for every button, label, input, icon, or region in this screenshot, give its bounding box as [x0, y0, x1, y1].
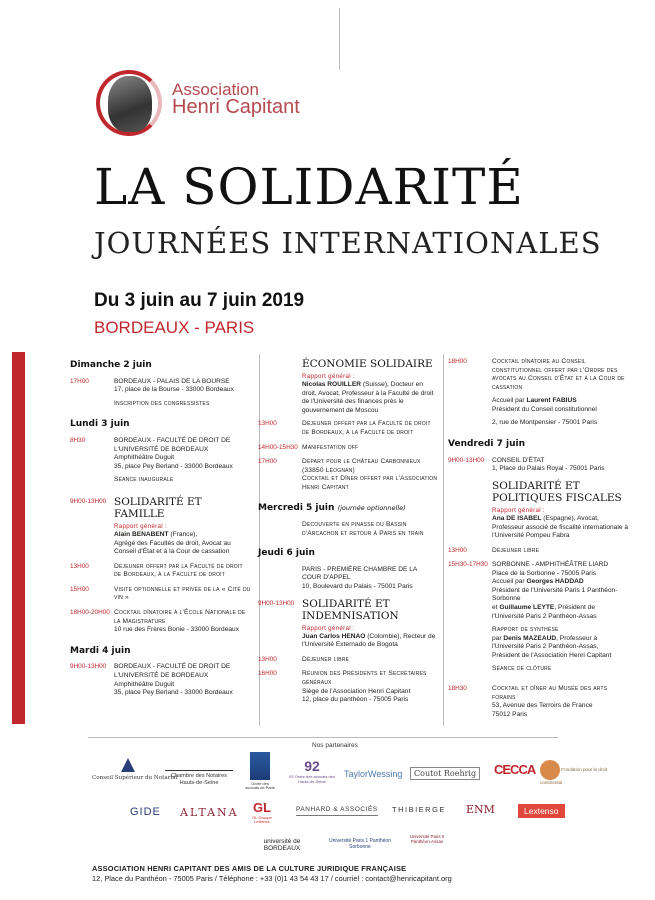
time-label: 9H00-13H00	[448, 456, 485, 464]
item-label: Déjeuner libre	[302, 655, 350, 663]
speaker-description: Agrégé des Facultés de droit, Avocat au Conseil d'État et à la Cour de cassation	[114, 539, 231, 556]
speaker-name: Nicolas ROUILLER	[302, 381, 361, 389]
program-item	[70, 437, 252, 485]
item-label: Déjeuner offert par la Faculté de droit de Bordeaux, à la Faculté de droit	[114, 562, 243, 579]
address: 1, Place du Palais Royal - 75001 Paris	[492, 465, 605, 473]
time-label: 8H30	[70, 437, 86, 445]
rapport-label: Rapport général :	[114, 523, 167, 530]
partner-logo: Coutot Roehrig	[410, 767, 480, 780]
address: 75012 Paris	[492, 710, 528, 718]
speaker-name: Ana DE ISABEL	[492, 514, 542, 522]
address: 35, place Pey Berland - 33000 Bordeaux	[114, 462, 233, 470]
item-label: Manifestation off	[302, 443, 359, 451]
item-label: Visite optionnelle et privée de la « Cité du vin »	[114, 585, 251, 602]
speaker-name: Laurent FABIUS	[526, 397, 577, 405]
item-label: Départ pour le Château Carbonnieux (33850 Léognan)	[302, 458, 421, 474]
program-item	[70, 609, 252, 635]
session-title: SOLIDARITÉ ET POLITIQUES FISCALES	[492, 479, 622, 504]
henri-capitant-portrait	[108, 76, 152, 132]
program-item	[70, 378, 252, 409]
program-item	[70, 586, 252, 603]
footer-organisation: ASSOCIATION HENRI CAPITANT DES AMIS DE LA CULTURE JURIDIQUE FRANÇAISE	[92, 864, 407, 873]
notariat-icon	[121, 758, 135, 772]
time-label: 17H00	[258, 458, 277, 466]
day-heading: Dimanche 2 juin	[70, 360, 152, 370]
partner-logo: ALTANA	[180, 806, 239, 819]
venue: CONSEIL D'ÉTAT	[492, 456, 545, 464]
partner-logo: Fondation pour le droit continental	[540, 760, 616, 786]
partner-logo: 92 92 Ordre des avocats des Hauts-de-Seine	[286, 758, 338, 784]
conjunction: par	[492, 634, 504, 642]
address: 10 rue des Frères Bonie - 33000 Bordeaux	[114, 626, 239, 634]
partner-logo: GIDE	[130, 806, 161, 818]
partner-logo: TaylorWessing	[344, 769, 403, 779]
barreau-paris-icon	[250, 752, 270, 780]
time-label: 15H00	[70, 585, 89, 593]
time-label: 18H00	[448, 358, 467, 365]
speaker-description: , Professeur à l'Université Paris 2 Panthéon-Assas, Président de l'Association Henri Capitant	[492, 634, 612, 659]
room: Amphithéâtre Duguit	[114, 680, 175, 688]
time-label: 13H00	[448, 546, 467, 554]
venue: BORDEAUX - FACULTÉ DE DROIT DE L'UNIVERSITÉ DE BORDEAUX	[114, 437, 231, 453]
session-title: SOLIDARITÉ ET INDEMNISATION	[302, 597, 399, 622]
conjunction: et	[492, 604, 500, 611]
partner-logo: THIBIERGE	[392, 805, 446, 814]
program-item	[448, 547, 628, 556]
speaker-name: Juan Carlos HENAO	[302, 632, 366, 640]
speaker-name: Denis MAZEAUD	[503, 634, 557, 642]
speaker-description: , Président de l'Université Paris 2 Panthéon-Assas	[492, 604, 597, 620]
event-cities: BORDEAUX - PARIS	[94, 318, 255, 337]
item-label: Cocktail et Dîner offert par l'Association Henri Capitant	[302, 475, 438, 491]
partner-logo: CECCA	[494, 762, 536, 777]
page-subtitle: JOURNÉES INTERNATIONALES	[94, 226, 602, 260]
session-title: SOLIDARITÉ ET FAMILLE	[114, 495, 202, 520]
program-item	[258, 598, 438, 650]
item-label: Cocktail et dîner au Musée des arts forains	[492, 684, 608, 701]
partner-logo: Conseil Supérieur du Notariat	[92, 758, 164, 782]
program-column-1	[70, 360, 252, 704]
speaker-description: (Espagne), Avocat, Professeur associé de fiscalité internationale à l'Université Pompeu Fabra	[492, 514, 628, 540]
speaker-name: Georges HADDAD	[526, 578, 584, 586]
speaker-description: (Suisse), Docteur en droit, Avocat, Professeur à la Faculté de droit de l'Université des finances près le gouvernement de Moscou	[302, 381, 434, 414]
address: 12, place du panthéon - 75005 Paris	[302, 696, 409, 704]
number-92-icon: 92	[304, 758, 320, 774]
item-label: Déjeuner offert par la Faculté de droit de Bordeaux, à la Faculté de droit	[302, 420, 431, 436]
page-title: LA SOLIDARITÉ	[94, 158, 524, 216]
speaker-name: Alain BENABENT	[114, 531, 169, 539]
time-label: 15H30-17H30	[448, 561, 488, 569]
time-label: 13H00	[258, 420, 277, 428]
address: Place de la Sorbonne - 75005 Paris	[492, 569, 597, 577]
speaker-country: (France),	[168, 531, 198, 539]
program-item	[448, 358, 628, 428]
header-guide-line	[339, 8, 340, 70]
speaker-description: Président de l'Université Paris 1 Panthéon-Sorbonne	[492, 586, 618, 603]
item-label: Séance inaugurale	[114, 476, 174, 484]
address: 2, rue de Montpensier - 75001 Paris	[492, 419, 598, 427]
partner-logo: Université Paris II Panthéon-Assas	[409, 834, 445, 845]
time-label: 18H30	[448, 684, 467, 692]
partner-logo: université de BORDEAUX	[263, 838, 301, 853]
association-name: Henri Capitant	[172, 96, 300, 118]
program-item	[258, 656, 438, 665]
address: 10, Boulevard du Palais - 75001 Paris	[302, 582, 413, 590]
partner-logo: Lextenso	[518, 804, 565, 818]
program-item	[258, 458, 438, 492]
time-label: 9H00-13H00	[70, 663, 107, 671]
event-dates: Du 3 juin au 7 juin 2019	[94, 290, 305, 311]
rapport-label: Rapport général :	[302, 624, 355, 632]
venue: BORDEAUX - PALAIS DE LA BOURSE	[114, 377, 230, 385]
venue: SORBONNE - AMPHITHÉÂTRE LIARD	[492, 561, 609, 569]
item-label: Déjeuner libre	[492, 546, 540, 554]
program-column-3	[448, 358, 628, 725]
partner-logo: Chambre des Notaires Hauts-de-Seine	[165, 770, 233, 786]
session-title: ÉCONOMIE SOLIDAIRE	[302, 358, 433, 370]
program-item	[70, 496, 252, 557]
speaker-description: Président du Conseil constitutionnel	[492, 405, 597, 413]
day-name: Mercredi 5 juin	[258, 503, 335, 514]
item-label: Rapport de synthèse	[492, 626, 559, 634]
time-label: 13H00	[258, 655, 277, 663]
welcome-label: Accueil par	[492, 578, 527, 586]
program-item	[258, 670, 438, 704]
time-label: 17H00	[70, 377, 89, 385]
day-heading	[258, 503, 438, 515]
welcome-label: Accueil par	[492, 397, 527, 405]
address: 17, place de la Bourse - 33000 Bordeaux	[114, 386, 234, 394]
time-label: 14H00-15H30	[258, 443, 298, 451]
day-heading: Mardi 4 juin	[70, 645, 131, 656]
program-item	[70, 563, 252, 580]
time-label: 9H00-13H00	[258, 599, 295, 607]
time-label: 13H00	[70, 562, 89, 570]
time-label: 16H00	[258, 670, 277, 678]
fondation-icon	[540, 760, 560, 780]
item-label: Inscription des congressistes	[114, 399, 210, 407]
speaker-description: (Colombie), Recteur de l'Université Externado de Bogota	[302, 632, 436, 649]
partner-logo: PANHARD & ASSOCIÉS	[296, 806, 378, 816]
program-item	[448, 561, 628, 674]
program-item	[70, 663, 252, 697]
address: 35, place Pey Berland - 33000 Bordeaux	[114, 689, 233, 697]
rapport-label: Rapport général :	[492, 506, 545, 514]
venue: BORDEAUX - FACULTÉ DE DROIT DE L'UNIVERSITÉ DE BORDEAUX	[114, 663, 231, 679]
program-item	[258, 444, 438, 453]
program-item	[258, 420, 438, 437]
venue: Siège de l'Association Henri Capitant	[302, 687, 411, 695]
partner-logo: Ordre des avocats de Paris	[244, 752, 276, 791]
venue: PARIS - PREMIÈRE CHAMBRE DE LA COUR D'APPEL	[302, 565, 417, 582]
partner-logo: Université Paris 1 Panthéon Sorbonne	[329, 838, 391, 850]
item-label: Cocktail dînatoire à l'École Nationale de la Magistrature	[114, 609, 246, 625]
day-heading: Lundi 3 juin	[70, 419, 130, 430]
day-heading: Jeudi 6 juin	[258, 548, 315, 559]
column-divider-2	[443, 354, 444, 726]
item-label: Cocktail dînatoire au Conseil constitutionnel offert par l'Ordre des avocats au Conseil d'État et à la Cour de cassation	[492, 358, 625, 391]
partners-title: Nos partenaires	[312, 742, 358, 749]
partners-divider	[88, 737, 558, 738]
partner-logo: ENM	[466, 803, 495, 816]
program-column-2	[258, 358, 438, 711]
address: 53, Avenue des Terroirs de France	[492, 702, 593, 710]
partner-logo: GL GL Groupe Lefebvre	[252, 800, 272, 825]
room: Amphithéâtre Duguit	[114, 454, 175, 462]
item-label: Séance de clôture	[492, 665, 552, 673]
rapport-label: Rapport général :	[302, 373, 355, 381]
footer	[92, 864, 452, 884]
program-item	[448, 685, 628, 719]
association-label: Association	[172, 80, 259, 99]
time-label: 18H00-20H00	[70, 609, 110, 616]
accent-bar	[12, 352, 25, 724]
day-heading: Vendredi 7 juin	[448, 438, 526, 449]
footer-contact: 12, Place du Panthéon - 75005 Paris / Téléphone : +33 (0)1 43 54 43 17 / courriel : contact@henricapitant.org	[92, 873, 452, 883]
item-label: Découverte en pinasse du Bassin d'Arcachon et retour à Paris en train	[302, 521, 424, 537]
program-item	[448, 457, 628, 474]
speaker-name: Guillaume LEYTE	[499, 604, 555, 611]
day-note: (journée optionnelle)	[337, 504, 406, 513]
item-label: Réunion des Présidents et Secrétaires généraux	[302, 670, 427, 686]
time-label: 9H00-13H00	[70, 497, 107, 505]
